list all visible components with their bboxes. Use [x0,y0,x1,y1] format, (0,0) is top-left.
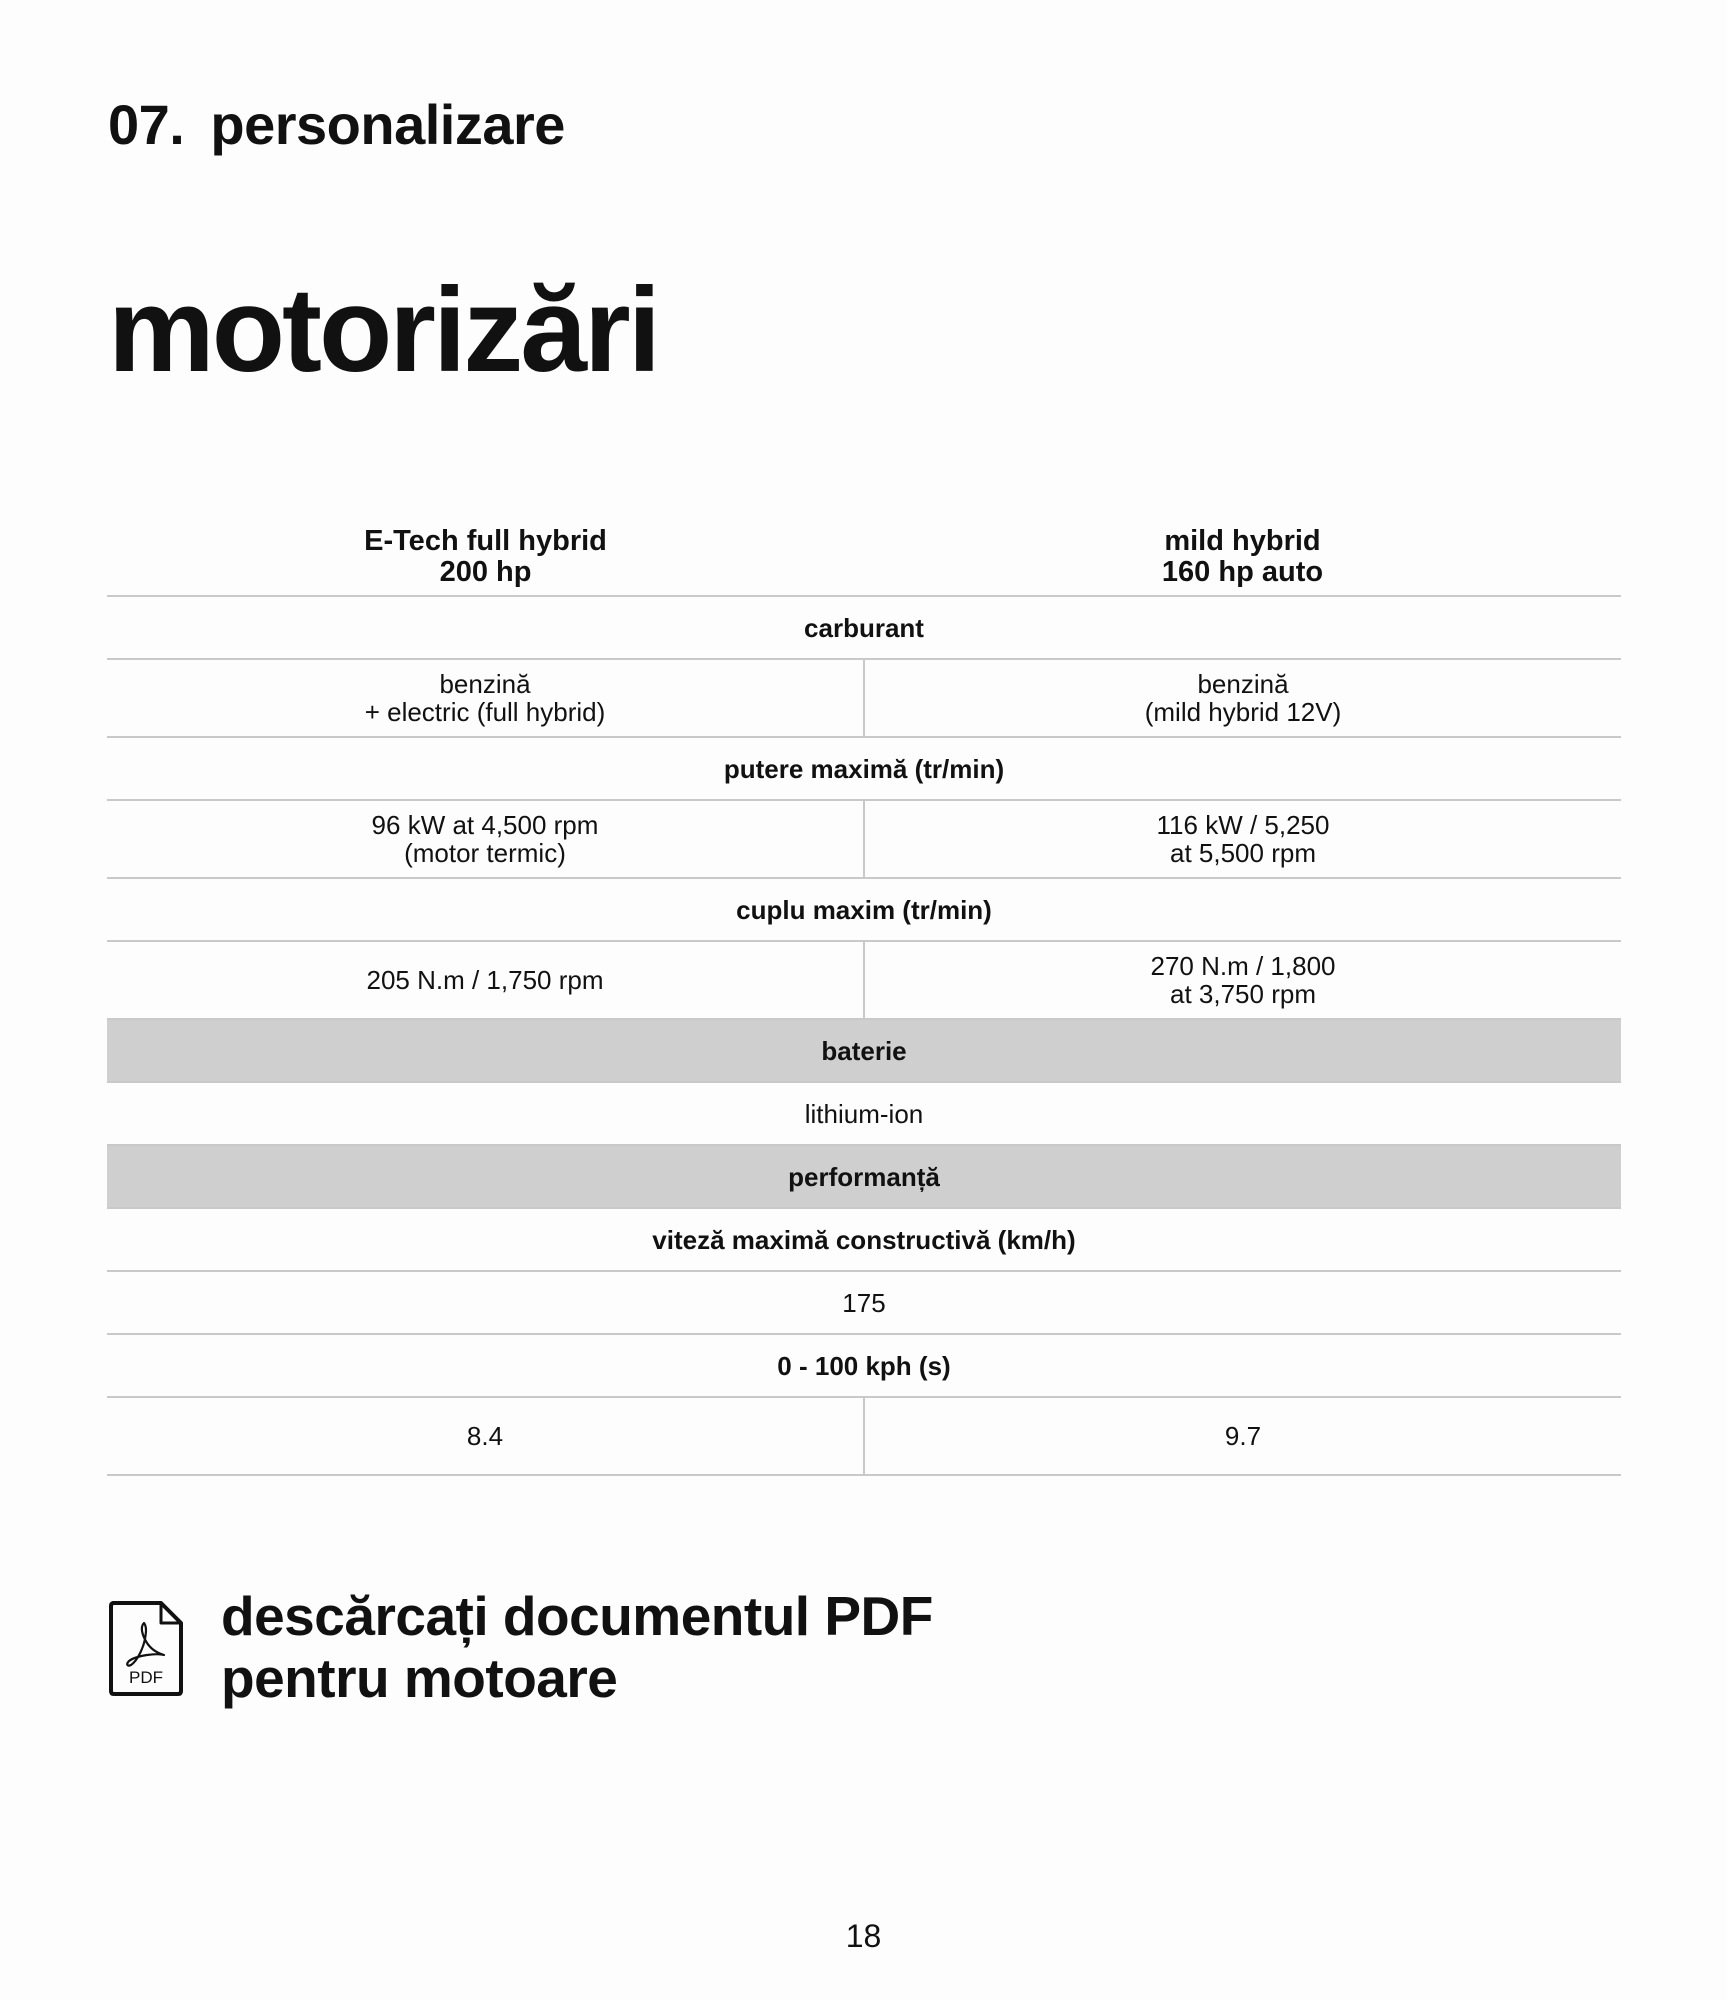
column-header-mild-hybrid: mild hybrid 160 hp auto [1161,525,1324,588]
section-label [108,92,565,157]
table-row [107,1398,1621,1476]
spec-label: performanță [788,1161,940,1192]
spec-label-row [107,597,1621,660]
value-cell-mild-hybrid: 116 kW / 5,250 at 5,500 rpm [863,801,1621,877]
table-row [107,801,1621,879]
shared-value-cell: lithium-ion [804,1098,924,1129]
shared-value-row [107,1272,1621,1335]
download-pdf-link[interactable] [107,1585,933,1709]
value-cell-mild-hybrid: 270 N.m / 1,800 at 3,750 rpm [863,942,1621,1018]
specifications-table [107,520,1621,1476]
table-row [107,660,1621,738]
pdf-icon-label: PDF [129,1668,163,1687]
value-cell-mild-hybrid: benzină (mild hybrid 12V) [863,660,1621,736]
value-cell-etech: benzină + electric (full hybrid) [364,669,606,727]
shared-value-row [107,1083,1621,1146]
spec-label: cuplu maxim (tr/min) [736,894,992,925]
value-cell-etech: 8.4 [466,1421,504,1451]
value-cell-etech: 205 N.m / 1,750 rpm [366,965,604,995]
spec-label-row [107,1335,1621,1398]
spec-label: baterie [821,1035,907,1066]
spec-label: carburant [804,612,924,643]
spec-label-row [107,738,1621,801]
section-header-row [107,1146,1621,1209]
page-number: 18 [845,1918,882,1954]
value-cell-mild-hybrid: 9.7 [863,1398,1621,1474]
page-title: motorizări [108,263,659,397]
spec-label: 0 - 100 kph (s) [777,1350,951,1381]
table-row [107,942,1621,1020]
table-body [107,597,1621,1476]
column-header-etech: E-Tech full hybrid 200 hp [364,525,607,588]
spec-label-row [107,879,1621,942]
pdf-file-icon[interactable] [107,1599,185,1697]
shared-value-cell: 175 [842,1287,886,1318]
section-header-row [107,1020,1621,1083]
section-number: 07. [108,93,185,156]
spec-label-row [107,1209,1621,1272]
spec-label: viteză maximă constructivă (km/h) [652,1224,1076,1255]
value-cell-etech: 96 kW at 4,500 rpm (motor termic) [371,810,599,868]
spec-label: putere maximă (tr/min) [723,753,1005,784]
table-header-row [107,520,1621,597]
section-title: personalizare [210,93,565,156]
download-title[interactable]: descărcați documentul PDF pentru motoare [221,1585,933,1709]
